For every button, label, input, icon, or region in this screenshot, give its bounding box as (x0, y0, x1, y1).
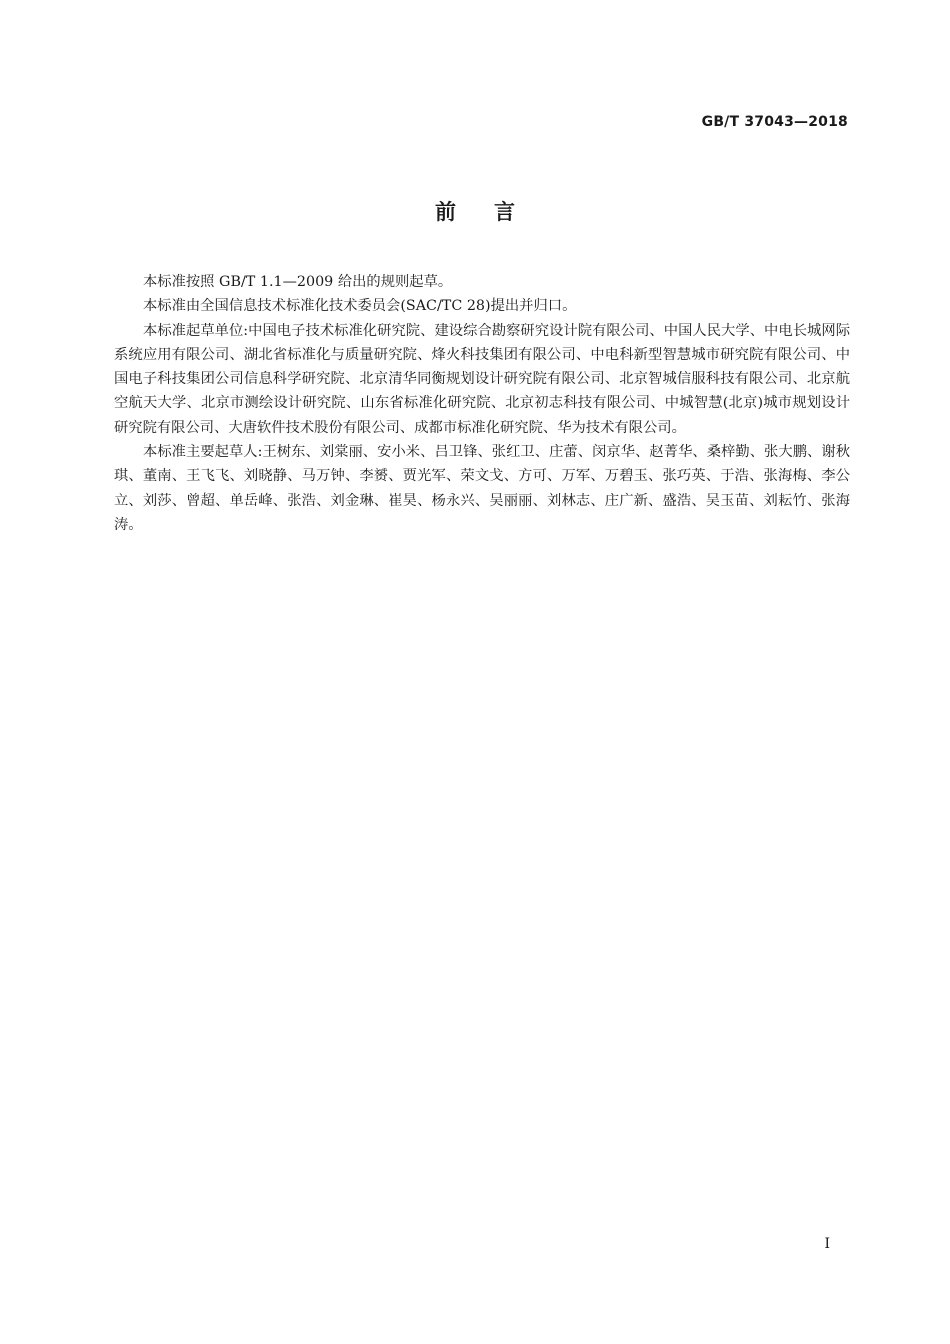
paragraph-drafting-units: 本标准起草单位:中国电子技术标准化研究院、建设综合勘察研究设计院有限公司、中国人民大学、中电长城网际系统应用有限公司、湖北省标准化与质量研究院、烽火科技集团有限公司、中电科新型智慧城市研究院有限公司、中国电子科技集团公司信息科学研究院、北京清华同衡规划设计研究院有限公司、北京智城信服科技有限公司、北京航空航天大学、北京市测绘设计研究院、山东省标准化研究院、北京初志科技有限公司、中城智慧(北京)城市规划设计研究院有限公司、大唐软件技术股份有限公司、成都市标准化研究院、华为技术有限公司。 (114, 322, 850, 436)
standard-code: GB/T 37043—2018 (701, 114, 848, 130)
page-title: 前言 (435, 200, 553, 224)
paragraph-drafters: 本标准主要起草人:王树东、刘棠丽、安小米、吕卫锋、张红卫、庄蕾、闵京华、赵菁华、桑梓勤、张大鹏、谢秋琪、董南、王飞飞、刘晓静、马万钟、李赟、贾光军、荣文戈、方可、万军、万碧玉、张巧英、于浩、张海梅、李公立、刘莎、曾超、单岳峰、张浩、刘金琳、崔昊、杨永兴、吴丽丽、刘林志、庄广新、盛浩、吴玉苗、刘耘竹、张海涛。 (114, 444, 850, 533)
paragraph-drafting-rules: 本标准按照 GB/T 1.1—2009 给出的规则起草。 (143, 274, 453, 290)
foreword-body (114, 270, 850, 537)
paragraph-proposer: 本标准由全国信息技术标准化技术委员会(SAC/TC 28)提出并归口。 (143, 298, 577, 315)
page-number: I (824, 1236, 830, 1252)
